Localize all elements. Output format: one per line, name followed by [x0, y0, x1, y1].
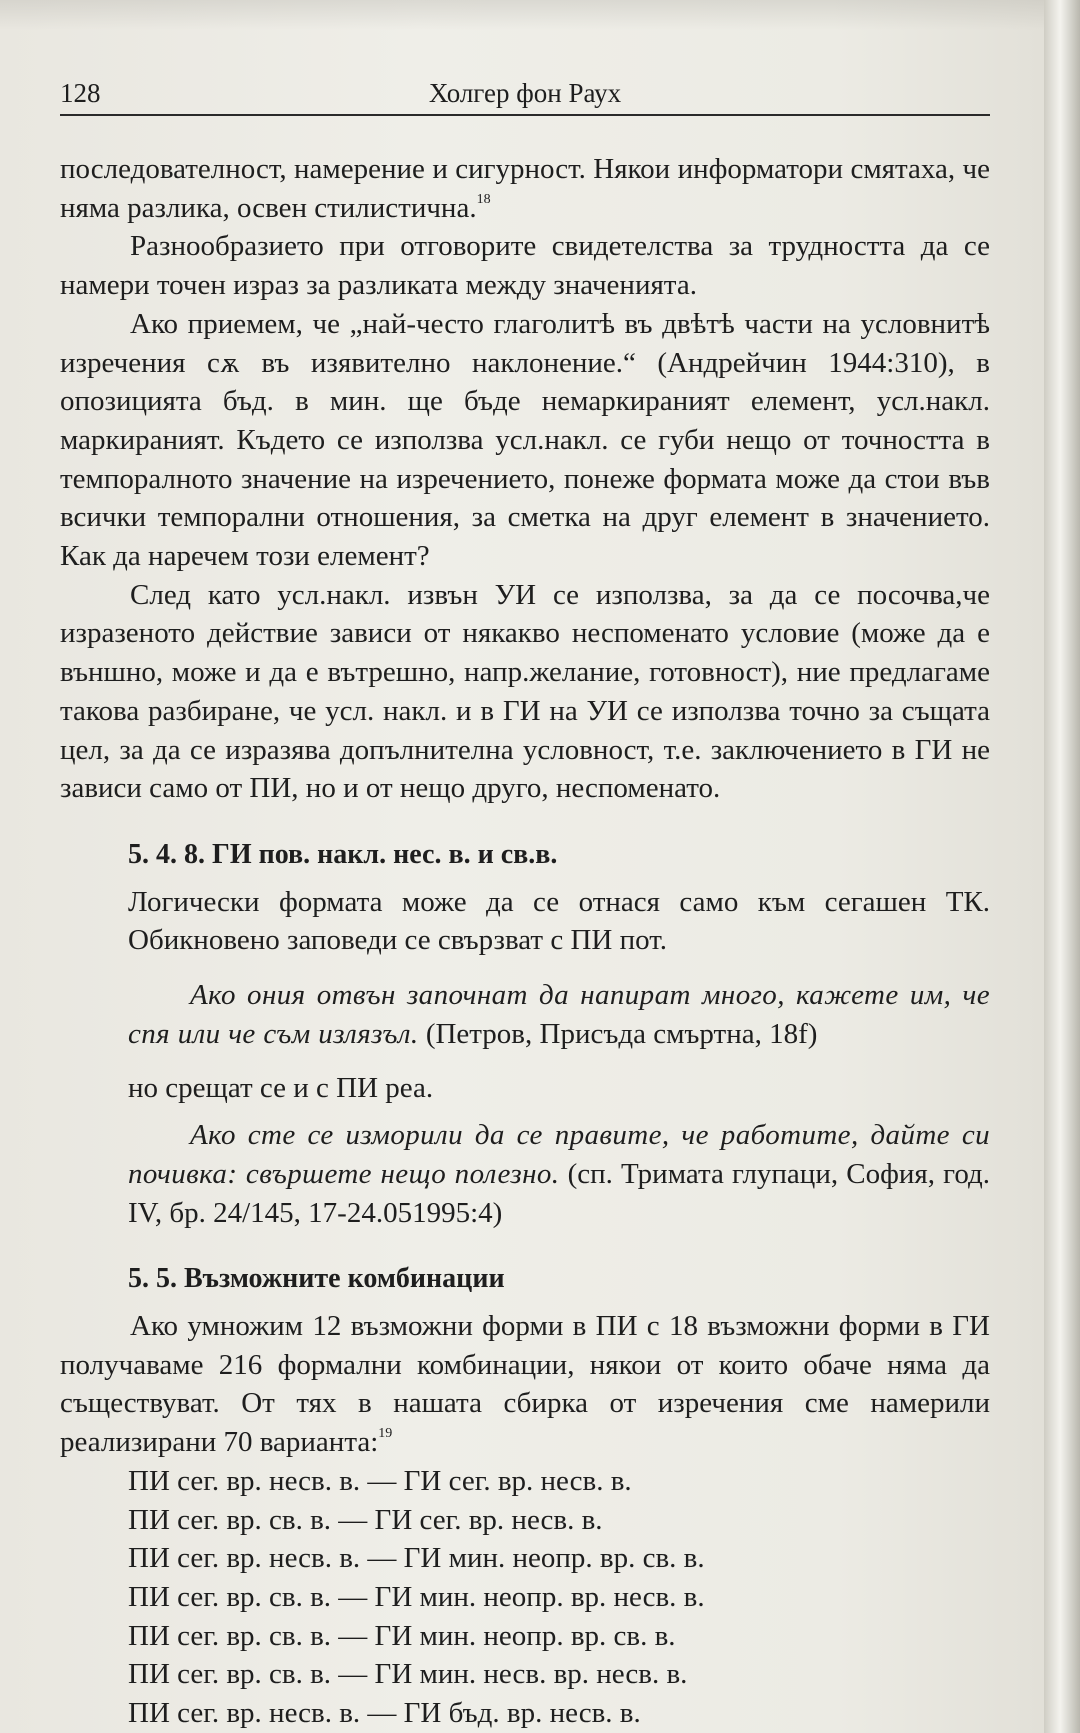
combination-line: ПИ сег. вр. св. в. — ГИ мин. неопр. вр. св. в.	[128, 1619, 676, 1652]
combination-line: ПИ сег. вр. св. в. — ГИ мин. неопр. вр. несв. в.	[128, 1580, 705, 1613]
paragraph-text: Ако умножим 12 възможни форми в ПИ с 18 възможни форми в ГИ получаваме 216 формални комбинации, някои от които обаче няма да съществуват. От тях в нашата сбирка от изречения сме намерили реализирани 70 варианта:	[60, 1309, 990, 1459]
example-italic: Ако ония отвън започнат да напират много, кажете им, че спя или че съм излязъл.	[128, 979, 990, 1050]
section-heading: 5. 4. 8. ГИ пов. накл. нес. в. и св.в.	[128, 838, 558, 870]
page-edge	[1044, 0, 1080, 1733]
paragraph: Ако приемем, че „най-често глаголитѣ въ двѣтѣ части на условнитѣ изречения сѫ въ изявително наклонение.“ (Андрейчин 1944:310), в опозицията бъд. в мин. ще бъде немаркираният елемент, усл.накл. маркираният. Където се използва усл.накл. се губи нещо от точността в темпоралното значение на изречението, понеже формата може да стои във всички темпорални отношения, за сметка на друг елемент в значението. Как да наречем този елемент?	[60, 307, 990, 573]
combination-line: ПИ сег. вр. несв. в. — ГИ мин. неопр. вр. св. в.	[128, 1542, 705, 1575]
combination-line: ПИ сег. вр. несв. в. — ГИ сег. вр. несв. в.	[128, 1464, 632, 1497]
running-title: Холгер фон Раух	[428, 78, 622, 108]
section-text	[60, 1307, 990, 1462]
example-source: (сп. Тримата глупаци, София, год. IV, бр. 24/145, 17-24.051995:4)	[128, 1157, 990, 1229]
connector-text: но срещат се и с ПИ реа.	[128, 1072, 434, 1105]
footnote-ref: 18	[476, 191, 491, 207]
paragraph: След като усл.накл. извън УИ се използва, за да се посочва,че изразеното действие зависи от някакво неспоменато условие (може да е външно, може и да е вътрешно, напр.желание, готовност), ние предлагаме такова разбиране, че усл. накл. и в ГИ на УИ се използва точно за същата цел, за да се изразява допълнителна условност, т.е. заключението в ГИ не зависи само от ПИ, но и от нещо друго, неспоменато.	[60, 578, 990, 805]
section-text: Логически формата може да се отнася само към сегашен ТК. Обикновено заповеди се свързват с ПИ пот.	[128, 885, 990, 957]
combination-line: ПИ сег. вр. св. в. — ГИ мин. несв. вр. несв. в.	[128, 1658, 688, 1691]
paragraph-continued	[60, 150, 990, 227]
running-head	[60, 76, 990, 116]
combination-line: ПИ сег. вр. св. в. — ГИ сег. вр. несв. в.	[128, 1503, 603, 1536]
example-quote	[128, 976, 990, 1053]
page-shadow	[0, 0, 1044, 30]
example-italic: Ако сте се изморили да се правите, че работите, дайте си почивка: свършете нещо полезно.	[128, 1119, 990, 1190]
body-text	[60, 150, 990, 1733]
page-content	[60, 76, 990, 1733]
paragraph: Разнообразието при отговорите свидетелства за трудността да се намери точен израз за разликата между значенията.	[60, 230, 990, 302]
example-quote	[128, 1116, 990, 1232]
page-number: 128	[60, 78, 101, 108]
combination-line: ПИ сег. вр. несв. в. — ГИ бъд. вр. несв. в.	[128, 1697, 641, 1730]
footnote-ref: 19	[378, 1426, 393, 1442]
example-source: (Петров, Присъда смъртна, 18f)	[425, 1017, 818, 1050]
section-heading: 5. 5. Възможните комбинации	[128, 1263, 505, 1295]
paragraph-text: последователност, намерение и сигурност. Някои информатори смятаха, че няма разлика, освен стилистична.	[60, 153, 990, 224]
